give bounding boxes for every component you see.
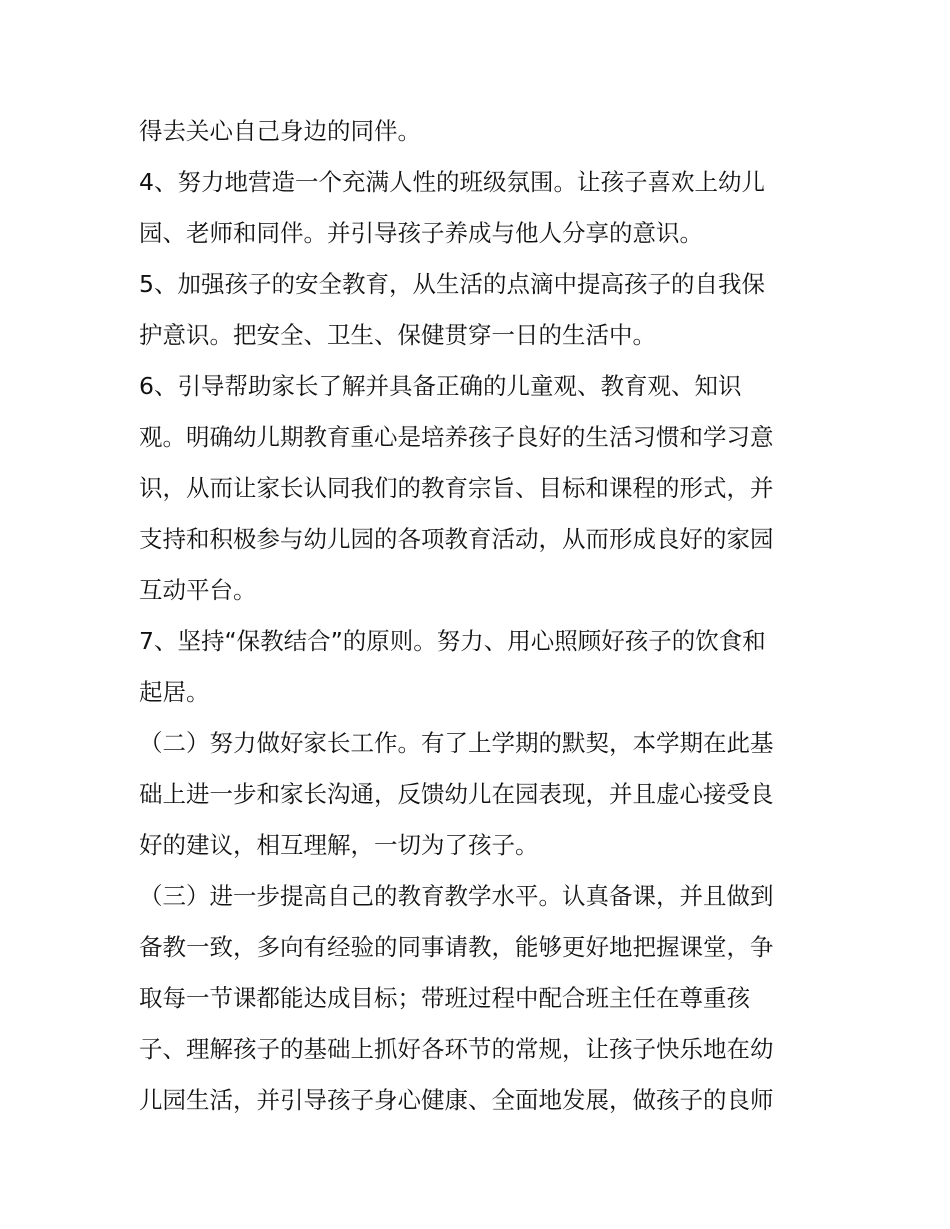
text-line: 观。明确幼儿期教育重心是培养孩子良好的生活习惯和学习意 [139, 423, 774, 451]
text-line: 园、老师和同伴。并引导孩子养成与他人分享的意识。 [139, 219, 703, 247]
text-line: 础上进一步和家长沟通，反馈幼儿在园表现，并且虚心接受良 [139, 780, 774, 808]
document-body [139, 106, 815, 1126]
text-line: 7、坚持“保教结合”的原则。努力、用心照顾好孩子的饮食和 [139, 627, 766, 655]
text-line: 取每一节课都能达成目标；带班过程中配合班主任在尊重孩 [139, 984, 750, 1012]
text-line: 互动平台。 [139, 576, 257, 604]
text-line: 起居。 [139, 678, 210, 706]
text-line: 4、努力地营造一个充满人性的班级氛围。让孩子喜欢上幼儿 [139, 168, 765, 196]
text-line: （三）进一步提高自己的教育教学水平。认真备课，并且做到 [139, 882, 774, 910]
text-line: （二）努力做好家长工作。有了上学期的默契，本学期在此基 [139, 729, 774, 757]
text-line: 得去关心自己身边的同伴。 [139, 117, 421, 145]
text-line: 备教一致，多向有经验的同事请教，能够更好地把握课堂，争 [139, 933, 774, 961]
text-line: 识，从而让家长认同我们的教育宗旨、目标和课程的形式，并 [139, 474, 774, 502]
text-line: 6、引导帮助家长了解并具备正确的儿童观、教育观、知识 [139, 372, 742, 400]
text-line: 护意识。把安全、卫生、保健贯穿一日的生活中。 [139, 321, 656, 349]
text-line: 5、加强孩子的安全教育，从生活的点滴中提高孩子的自我保 [139, 270, 765, 298]
text-line: 好的建议，相互理解，一切为了孩子。 [139, 831, 539, 859]
text-line: 儿园生活，并引导孩子身心健康、全面地发展，做孩子的良师 [139, 1086, 774, 1114]
text-line: 子、理解孩子的基础上抓好各环节的常规，让孩子快乐地在幼 [139, 1035, 774, 1063]
text-line: 支持和积极参与幼儿园的各项教育活动，从而形成良好的家园 [139, 525, 774, 553]
